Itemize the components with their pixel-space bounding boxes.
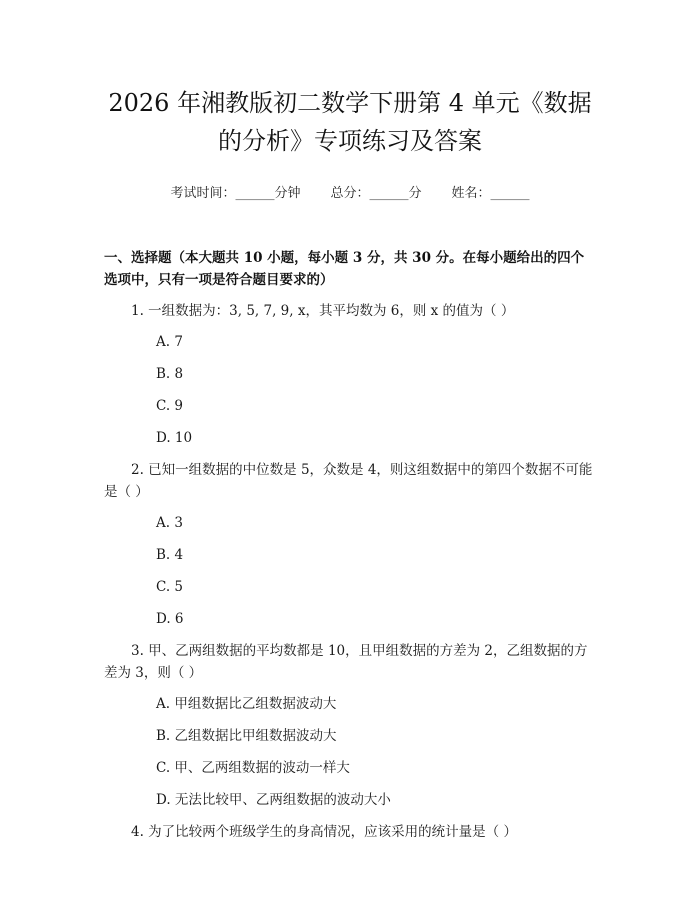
option-b: B. 8 <box>156 366 184 382</box>
option-a: A. 甲组数据比乙组数据波动大 <box>156 696 337 712</box>
question-text: 2. 已知一组数据的中位数是 5，众数是 4，则这组数据中的第四个数据不可能是（ ） <box>104 462 593 500</box>
question-2 <box>104 459 596 630</box>
option-d: D. 无法比较甲、乙两组数据的波动大小 <box>156 792 391 808</box>
option-c: C. 9 <box>156 398 184 414</box>
option-a: A. 3 <box>156 515 183 531</box>
option-c: C. 甲、乙两组数据的波动一样大 <box>156 760 350 776</box>
option-d: D. 10 <box>156 430 193 446</box>
exam-info <box>104 182 596 201</box>
option-a: A. 7 <box>156 334 183 350</box>
student-name-field: 姓名：______ <box>451 186 530 201</box>
question-1 <box>104 300 596 449</box>
total-score-field: 总分：______分 <box>330 186 422 201</box>
option-b: B. 4 <box>156 547 184 563</box>
option-list <box>104 512 596 630</box>
option-d: D. 6 <box>156 611 184 627</box>
question-text: 3. 甲、乙两组数据的平均数都是 10，且甲组数据的方差为 2，乙组数据的方差为 3，则（ ） <box>104 643 588 681</box>
exam-time-field: 考试时间：______分钟 <box>170 186 301 201</box>
question-3 <box>104 640 596 811</box>
document-title: 2026 年湘教版初二数学下册第 4 单元《数据的分析》专项练习及答案 <box>108 89 592 155</box>
question-text: 4. 为了比较两个班级学生的身高情况，应该采用的统计量是（ ） <box>131 824 517 840</box>
option-c: C. 5 <box>156 579 184 595</box>
option-list <box>104 331 596 449</box>
option-list <box>104 693 596 811</box>
question-4 <box>104 821 596 843</box>
option-b: B. 乙组数据比甲组数据波动大 <box>156 728 337 744</box>
question-text: 1. 一组数据为：3, 5, 7, 9, x，其平均数为 6，则 x 的值为（ ） <box>131 303 515 319</box>
section-heading: 一、选择题（本大题共 10 小题，每小题 3 分，共 30 分。在每小题给出的四个选项中，只有一项是符合题目要求的） <box>104 250 585 288</box>
